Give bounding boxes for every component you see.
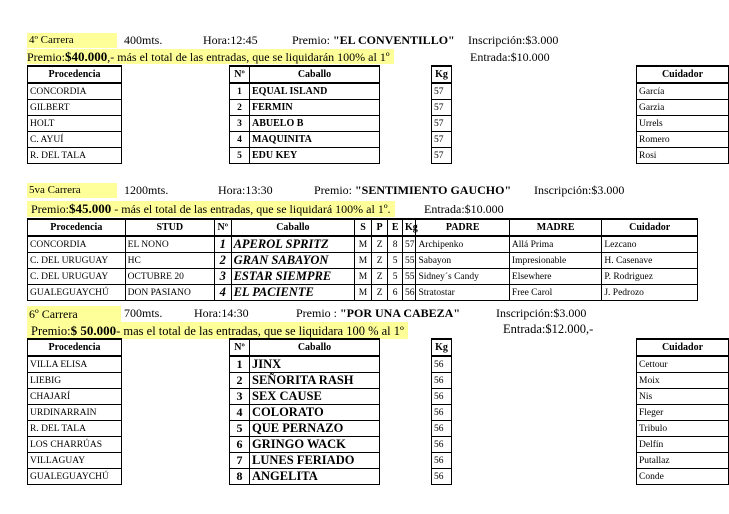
cell-numero: 4 [230, 132, 250, 148]
cell-numero: 3 [230, 389, 250, 405]
cell-numero: 1 [230, 356, 250, 373]
cell-procedencia: R. DEL TALA [28, 421, 122, 437]
table-row [28, 469, 729, 485]
cell-numero: 8 [230, 469, 250, 485]
race2-premio-line [27, 201, 395, 217]
header-madre: MADRE [509, 219, 601, 236]
cell-cuidador: García [637, 83, 729, 100]
cell-caballo: COLORATO [250, 405, 380, 421]
cell-madre: Allá Prima [509, 236, 601, 253]
cell-procedencia: HOLT [28, 116, 122, 132]
header-kg: Kg [402, 219, 416, 236]
cell-padre: Stratostar [416, 285, 509, 301]
cell-numero: 5 [230, 421, 250, 437]
race1-premio-amount: $40.000 [65, 49, 108, 64]
race1-prize-name: "EL CONVENTILLO" [333, 33, 455, 47]
cell-sexo: M [355, 253, 372, 269]
header-procedencia: Procedencia [28, 339, 122, 356]
table-row [28, 236, 698, 253]
cell-caballo: EDU KEY [250, 148, 380, 164]
race1-inscription: Inscripción:$3.000 [468, 33, 559, 47]
table-row [28, 83, 729, 100]
race2-time: Hora:13:30 [218, 183, 273, 197]
cell-madre: Free Carol [509, 285, 601, 301]
header-caballo: Caballo [231, 219, 355, 236]
cell-kg: 55 [402, 269, 416, 285]
cell-procedencia: LOS CHARRÚAS [28, 437, 122, 453]
cell-edad: 6 [388, 285, 403, 301]
cell-procedencia: R. DEL TALA [28, 148, 122, 164]
race1-premio-text: ,- más el total de las entradas, que se liquidarán 100% al 1º [107, 50, 390, 64]
race3-table [27, 338, 729, 485]
race1-table [27, 65, 729, 164]
header-procedencia: Procedencia [28, 66, 122, 83]
cell-kg: 57 [432, 83, 452, 100]
cell-cuidador: Fleger [637, 405, 729, 421]
cell-cuidador: Nis [637, 389, 729, 405]
race3-time: Hora:14:30 [194, 306, 249, 320]
cell-procedencia: CONCORDIA [28, 83, 122, 100]
cell-numero: 5 [230, 148, 250, 164]
cell-cuidador: Lezcano [602, 236, 698, 253]
race3-prize-title [296, 306, 460, 321]
cell-edad: 5 [388, 269, 403, 285]
cell-procedencia: LIEBIG [28, 373, 122, 389]
race1-label: 4º Carrera [27, 33, 117, 48]
cell-kg: 56 [402, 285, 416, 301]
cell-procedencia: GUALEGUAYCHÚ [28, 285, 126, 301]
cell-madre: Impresionable [509, 253, 601, 269]
cell-caballo: GRAN SABAYON [231, 253, 355, 269]
table-row [28, 269, 698, 285]
cell-cuidador: Cettour [637, 356, 729, 373]
cell-padre: Sidney´s Candy [416, 269, 509, 285]
race3-distance: 700mts. [124, 306, 163, 320]
table-row [28, 253, 698, 269]
cell-kg: 57 [432, 132, 452, 148]
table-row [28, 100, 729, 116]
race3-premio-text: - mas el total de las entradas, que se liquidara 100 % al 1º [116, 324, 404, 338]
cell-kg: 56 [432, 389, 452, 405]
cell-caballo: GRINGO WACK [250, 437, 380, 453]
header-pelaje: P [371, 219, 388, 236]
cell-kg: 56 [432, 356, 452, 373]
cell-kg: 56 [432, 437, 452, 453]
race2-inscription: Inscripción:$3.000 [534, 183, 625, 197]
cell-kg: 55 [402, 253, 416, 269]
race1-prize-title [292, 33, 455, 48]
race2-prize-title [314, 183, 511, 198]
cell-pelaje: Z [371, 285, 388, 301]
race3-inscription: Inscripción:$3.000 [496, 306, 587, 320]
cell-kg: 57 [402, 236, 416, 253]
header-padre: PADRE [416, 219, 509, 236]
header-kg: Kg [432, 339, 452, 356]
cell-pelaje: Z [371, 253, 388, 269]
cell-pelaje: Z [371, 269, 388, 285]
race1-distance: 400mts. [124, 33, 163, 47]
cell-cuidador: H. Casenave [602, 253, 698, 269]
cell-numero: 4 [230, 405, 250, 421]
header-caballo: Caballo [250, 66, 380, 83]
cell-numero: 3 [230, 116, 250, 132]
race1-premio-line [27, 49, 394, 64]
cell-caballo: MAQUINITA [250, 132, 380, 148]
cell-cuidador: P. Rodriguez [602, 269, 698, 285]
table-row [28, 116, 729, 132]
cell-numero: 4 [214, 285, 231, 301]
race3-premio-label: Premio: [31, 324, 71, 338]
cell-procedencia: C. AYUÍ [28, 132, 122, 148]
race3-premio-amount: $ 50.000 [70, 323, 117, 338]
cell-cuidador: Urrels [637, 116, 729, 132]
header-sexo: S [355, 219, 372, 236]
cell-sexo: M [355, 285, 372, 301]
race3-premio-line [27, 322, 408, 339]
table-row [28, 405, 729, 421]
race3-prize-prefix: Premio : [296, 306, 340, 320]
race1-prize-prefix: Premio: [292, 33, 333, 47]
cell-numero: 2 [214, 253, 231, 269]
cell-numero: 3 [214, 269, 231, 285]
cell-procedencia: GILBERT [28, 100, 122, 116]
cell-cuidador: Delfín [637, 437, 729, 453]
table-header-row [28, 339, 729, 356]
table-row [28, 453, 729, 469]
cell-numero: 6 [230, 437, 250, 453]
cell-pelaje: Z [371, 236, 388, 253]
race1-time: Hora:12:45 [203, 33, 258, 47]
header-numero: Nº [214, 219, 231, 236]
race3-entrada: Entrada:$12.000,- [503, 322, 594, 336]
cell-cuidador: Garzia [637, 100, 729, 116]
race2-prize-prefix: Premio: [314, 183, 352, 197]
table-row [28, 148, 729, 164]
cell-cuidador: Conde [637, 469, 729, 485]
race3-label: 6º Carrera [27, 306, 121, 322]
header-cuidador: Cuidador [602, 219, 698, 236]
cell-procedencia: C. DEL URUGUAY [28, 253, 126, 269]
cell-stud: HC [125, 253, 214, 269]
cell-edad: 8 [388, 236, 403, 253]
cell-numero: 1 [230, 83, 250, 100]
cell-kg: 56 [432, 421, 452, 437]
table-row [28, 389, 729, 405]
table-row [28, 373, 729, 389]
cell-cuidador: Moix [637, 373, 729, 389]
table-row [28, 437, 729, 453]
table-row [28, 285, 698, 301]
cell-padre: Sabayon [416, 253, 509, 269]
race2-premio-amount: $45.000 [69, 201, 112, 216]
cell-numero: 7 [230, 453, 250, 469]
cell-cuidador: Rosi [637, 148, 729, 164]
cell-caballo: APEROL SPRITZ [231, 236, 355, 253]
header-stud: STUD [125, 219, 214, 236]
cell-caballo: JINX [250, 356, 380, 373]
cell-kg: 57 [432, 116, 452, 132]
cell-madre: Elsewhere [509, 269, 601, 285]
cell-kg: 57 [432, 100, 452, 116]
race2-distance: 1200mts. [124, 183, 169, 197]
cell-numero: 2 [230, 100, 250, 116]
cell-sexo: M [355, 236, 372, 253]
header-numero: Nº [230, 66, 250, 83]
cell-caballo: EQUAL ISLAND [250, 83, 380, 100]
cell-procedencia: C. DEL URUGUAY [28, 269, 126, 285]
cell-cuidador: Tribulo [637, 421, 729, 437]
race2-entrada: Entrada:$10.000 [424, 202, 504, 216]
header-numero: Nº [230, 339, 250, 356]
cell-caballo: ANGELITA [250, 469, 380, 485]
cell-caballo: ABUELO B [250, 116, 380, 132]
cell-procedencia: CHAJARÍ [28, 389, 122, 405]
header-cuidador: Cuidador [637, 339, 729, 356]
cell-cuidador: Romero [637, 132, 729, 148]
cell-numero: 1 [214, 236, 231, 253]
cell-cuidador: Putallaz [637, 453, 729, 469]
cell-procedencia: VILLAGUAY [28, 453, 122, 469]
cell-kg: 56 [432, 453, 452, 469]
cell-sexo: M [355, 269, 372, 285]
cell-caballo: FERMIN [250, 100, 380, 116]
header-edad: E [388, 219, 403, 236]
cell-caballo: EL PACIENTE [231, 285, 355, 301]
cell-stud: DON PASIANO [125, 285, 214, 301]
header-procedencia: Procedencia [28, 219, 126, 236]
cell-procedencia: GUALEGUAYCHÚ [28, 469, 122, 485]
cell-procedencia: VILLA ELISA [28, 356, 122, 373]
table-header-row [28, 66, 729, 83]
race1-premio-label: Premio: [27, 50, 65, 64]
cell-caballo: SEX CAUSE [250, 389, 380, 405]
header-caballo: Caballo [250, 339, 380, 356]
cell-kg: 56 [432, 405, 452, 421]
cell-caballo: SEÑORITA RASH [250, 373, 380, 389]
race2-premio-text: - más el total de las entradas, que se liquidará 100% al 1º. [111, 202, 391, 216]
table-row [28, 421, 729, 437]
cell-caballo: QUE PERNAZO [250, 421, 380, 437]
cell-kg: 56 [432, 373, 452, 389]
cell-padre: Archipenko [416, 236, 509, 253]
cell-procedencia: URDINARRAIN [28, 405, 122, 421]
table-row [28, 356, 729, 373]
race1-entrada: Entrada:$10.000 [470, 50, 550, 64]
race3-prize-name: "POR UNA CABEZA" [340, 306, 460, 320]
race2-table [27, 218, 698, 301]
cell-stud: EL NONO [125, 236, 214, 253]
race2-prize-name: "SENTIMIENTO GAUCHO" [355, 183, 512, 197]
cell-stud: OCTUBRE 20 [125, 269, 214, 285]
header-kg: Kg [432, 66, 452, 83]
cell-numero: 2 [230, 373, 250, 389]
cell-kg: 57 [432, 148, 452, 164]
cell-edad: 5 [388, 253, 403, 269]
header-cuidador: Cuidador [637, 66, 729, 83]
cell-caballo: ESTAR SIEMPRE [231, 269, 355, 285]
cell-caballo: LUNES FERIADO [250, 453, 380, 469]
race2-label: 5va Carrera [27, 183, 117, 198]
race2-premio-label: Premio: [31, 202, 69, 216]
cell-cuidador: J. Pedrozo [602, 285, 698, 301]
table-row [28, 132, 729, 148]
cell-procedencia: CONCORDIA [28, 236, 126, 253]
table-header-row [28, 219, 698, 236]
cell-kg: 56 [432, 469, 452, 485]
